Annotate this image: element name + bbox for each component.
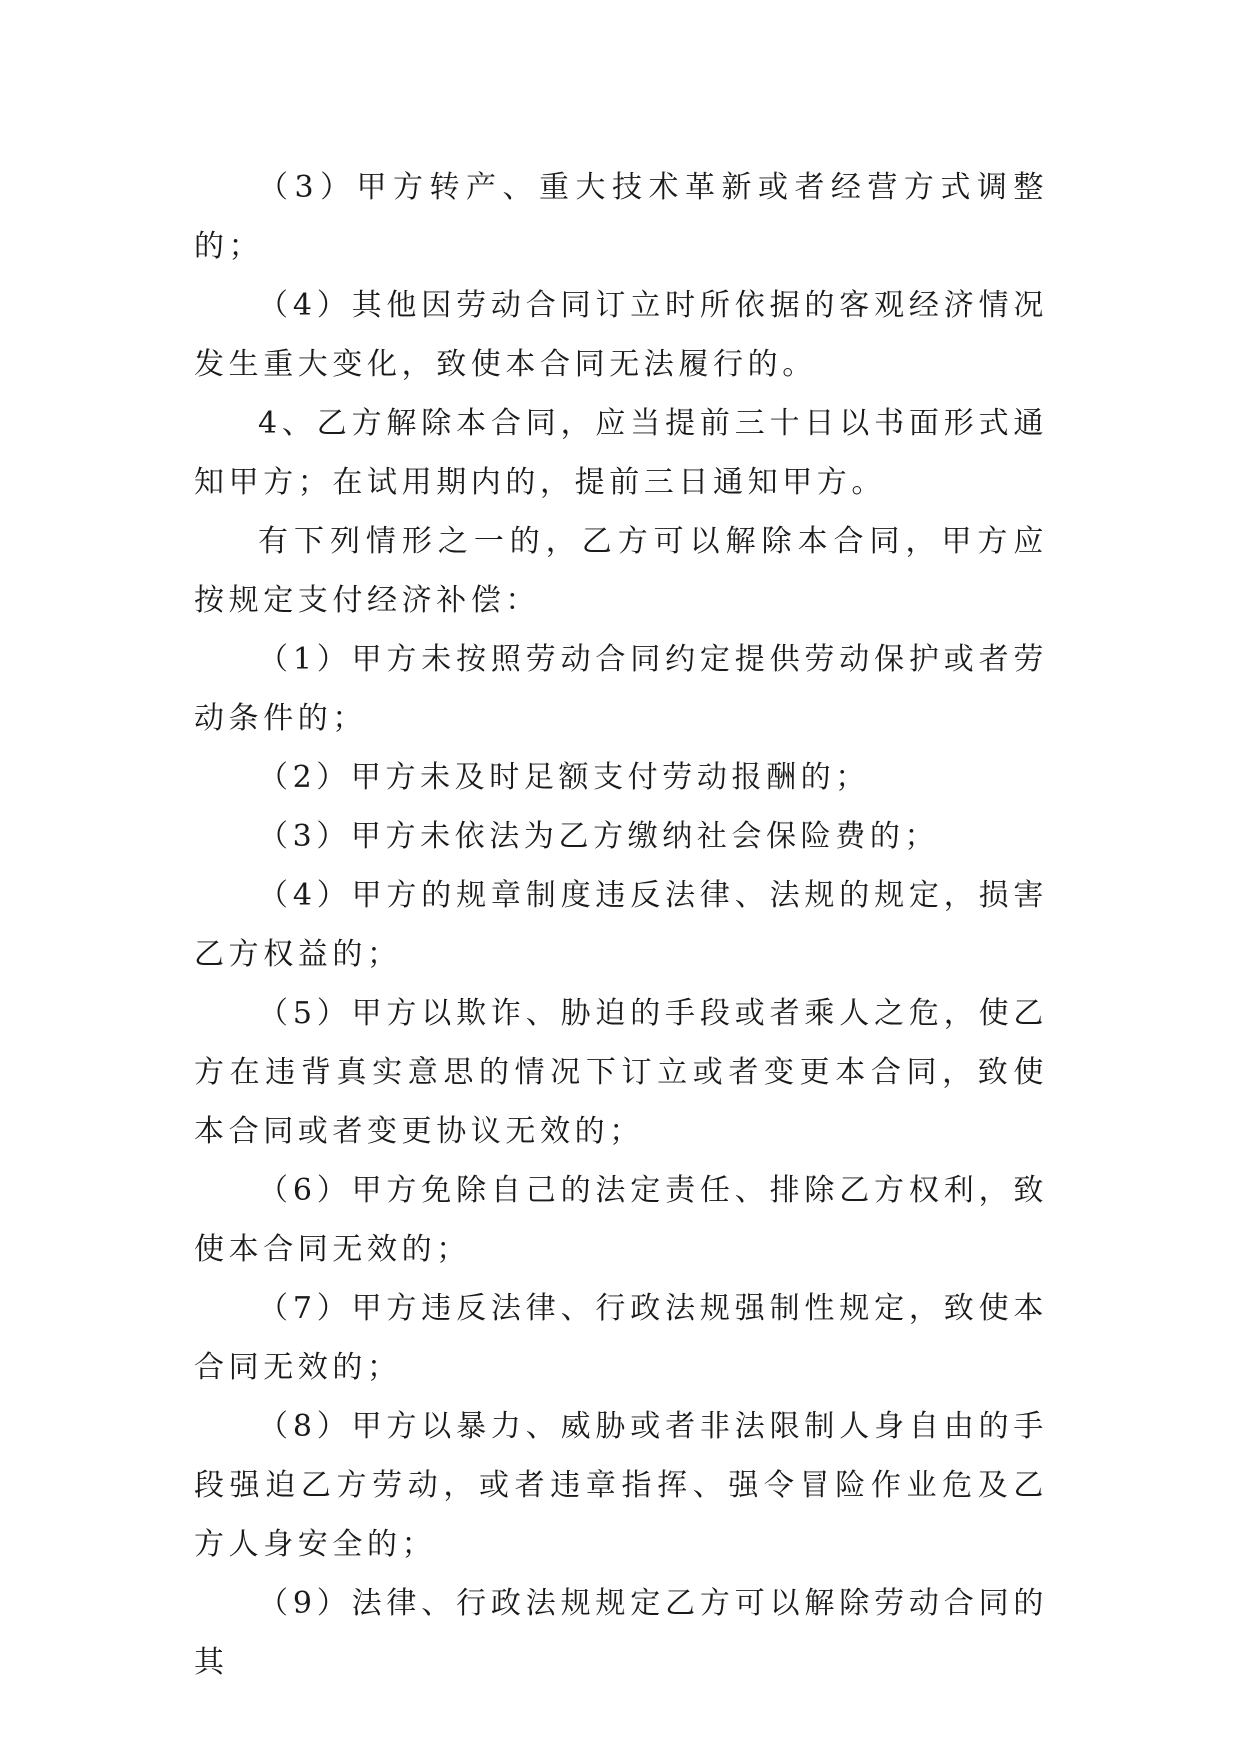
paragraph: （8）甲方以暴力、威胁或者非法限制人身自由的手段强迫乙方劳动，或者违章指挥、强令冒险作业危及乙方人身安全的；: [194, 1409, 1048, 1562]
paragraph: （4）其他因劳动合同订立时所依据的客观经济情况发生重大变化，致使本合同无法履行的。: [194, 288, 1048, 382]
paragraph: 有下列情形之一的，乙方可以解除本合同，甲方应按规定支付经济补偿：: [194, 524, 1048, 618]
paragraph: 4、乙方解除本合同，应当提前三十日以书面形式通知甲方；在试用期内的，提前三日通知甲方。: [194, 406, 1048, 500]
document-body: [194, 158, 1048, 1692]
paragraph: （1）甲方未按照劳动合同约定提供劳动保护或者劳动条件的；: [194, 642, 1048, 736]
paragraph: （4）甲方的规章制度违反法律、法规的规定，损害乙方权益的；: [194, 878, 1048, 972]
paragraph: （6）甲方免除自己的法定责任、排除乙方权利，致使本合同无效的；: [194, 1173, 1048, 1267]
paragraph: （3）甲方转产、重大技术革新或者经营方式调整的；: [194, 170, 1048, 264]
paragraph: （3）甲方未依法为乙方缴纳社会保险费的；: [258, 819, 940, 854]
paragraph: （5）甲方以欺诈、胁迫的手段或者乘人之危，使乙方在违背真实意思的情况下订立或者变更本合同，致使本合同或者变更协议无效的；: [194, 996, 1048, 1149]
paragraph: （2）甲方未及时足额支付劳动报酬的；: [258, 760, 870, 795]
paragraph: （9）法律、行政法规规定乙方可以解除劳动合同的其: [194, 1586, 1048, 1680]
paragraph: （7）甲方违反法律、行政法规强制性规定，致使本合同无效的；: [194, 1291, 1048, 1385]
